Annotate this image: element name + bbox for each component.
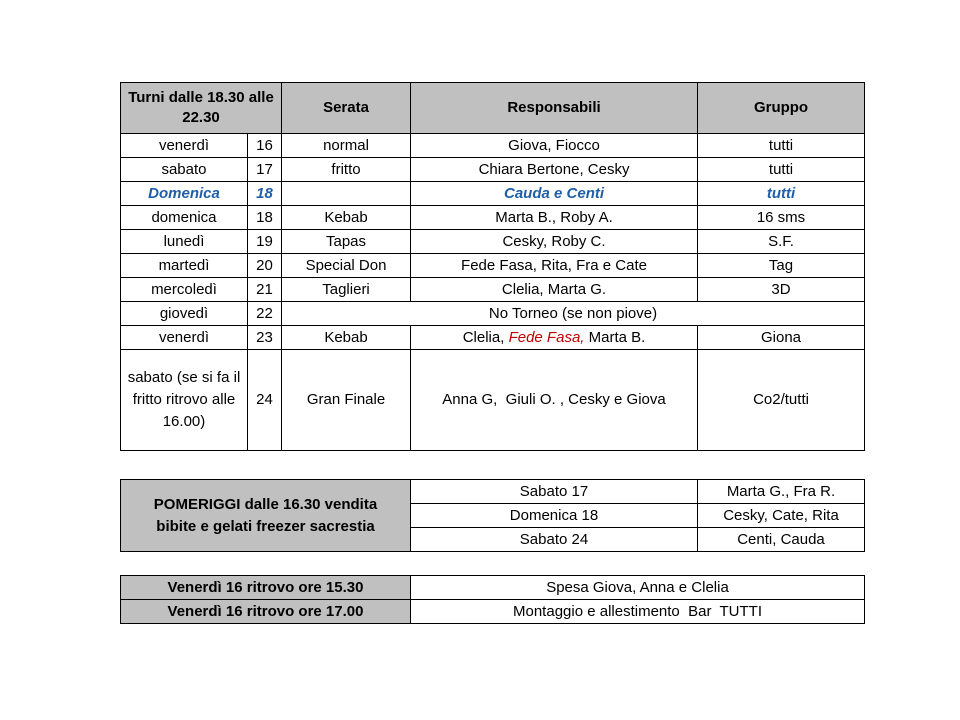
cell-num: 18: [248, 182, 282, 206]
resp-part: Marta B.: [584, 328, 646, 346]
table-row: [121, 206, 865, 230]
cell-responsabili: Cesky, Cate, Rita: [698, 504, 865, 528]
table-row-final: [121, 350, 865, 451]
cell-responsabili: Chiara Bertone, Cesky: [411, 158, 698, 182]
cell-serata: normal: [282, 134, 411, 158]
cell-num: 21: [248, 278, 282, 302]
cell-num: 17: [248, 158, 282, 182]
table-row: [121, 158, 865, 182]
resp-highlight: Fede Fasa,: [508, 328, 585, 346]
cell-responsabili: Giova, Fiocco: [411, 134, 698, 158]
cell-serata: Taglieri: [282, 278, 411, 302]
cell-num: 19: [248, 230, 282, 254]
turni-table: [120, 82, 865, 451]
cell-giorno: sabato (se si fa il fritto ritrovo alle 16.00): [121, 350, 248, 451]
cell-gruppo: S.F.: [698, 230, 865, 254]
cell-num: 16: [248, 134, 282, 158]
table-row: [121, 326, 865, 350]
cell-serata: Special Don: [282, 254, 411, 278]
cell-giorno: martedì: [121, 254, 248, 278]
cell-num: 24: [248, 350, 282, 451]
cell-responsabili: Cesky, Roby C.: [411, 230, 698, 254]
table-row: [121, 600, 865, 624]
cell-giorno: giovedì: [121, 302, 248, 326]
resp-part: Clelia,: [462, 328, 509, 346]
cell-gruppo: Giona: [698, 326, 865, 350]
cell-giorno: sabato: [121, 158, 248, 182]
cell-responsabili: Fede Fasa, Rita, Fra e Cate: [411, 254, 698, 278]
table-row-giovedi: [121, 302, 865, 326]
table-row: [121, 480, 865, 504]
cell-responsabili: Marta G., Fra R.: [698, 480, 865, 504]
cell-gruppo: tutti: [698, 158, 865, 182]
cell-responsabili: Centi, Cauda: [698, 528, 865, 552]
table-row: [121, 134, 865, 158]
cell-gruppo: Tag: [698, 254, 865, 278]
cell-responsabili: [411, 326, 698, 350]
cell-serata: [282, 182, 411, 206]
cell-num: 23: [248, 326, 282, 350]
table-row: [121, 278, 865, 302]
pomeriggi-title: POMERIGGI dalle 16.30 vendita bibite e gelati freezer sacrestia: [121, 480, 411, 552]
cell-serata: Kebab: [282, 326, 411, 350]
cell-giorno: Domenica 18: [411, 504, 698, 528]
cell-giorno: Sabato 17: [411, 480, 698, 504]
header-responsabili: Responsabili: [411, 83, 698, 134]
cell-label: Venerdì 16 ritrovo ore 17.00: [121, 600, 411, 624]
header-serata: Serata: [282, 83, 411, 134]
turni-header-row: [121, 83, 865, 134]
cell-responsabili: Cauda e Centi: [411, 182, 698, 206]
cell-giorno: venerdì: [121, 134, 248, 158]
cell-gruppo: tutti: [698, 182, 865, 206]
header-gruppo: Gruppo: [698, 83, 865, 134]
cell-num: 18: [248, 206, 282, 230]
cell-giorno: Sabato 24: [411, 528, 698, 552]
cell-task: Spesa Giova, Anna e Clelia: [411, 576, 865, 600]
cell-giorno: domenica: [121, 206, 248, 230]
cell-responsabili: Marta B., Roby A.: [411, 206, 698, 230]
cell-giorno: Domenica: [121, 182, 248, 206]
cell-giorno: venerdì: [121, 326, 248, 350]
header-turni: Turni dalle 18.30 alle 22.30: [121, 83, 282, 134]
cell-note: No Torneo (se non piove): [282, 302, 865, 326]
cell-giorno: mercoledì: [121, 278, 248, 302]
cell-gruppo: tutti: [698, 134, 865, 158]
cell-gruppo: 3D: [698, 278, 865, 302]
cell-giorno: lunedì: [121, 230, 248, 254]
cell-responsabili: Anna G, Giuli O. , Cesky e Giova: [411, 350, 698, 451]
cell-responsabili: Clelia, Marta G.: [411, 278, 698, 302]
cell-num: 22: [248, 302, 282, 326]
cell-serata: Tapas: [282, 230, 411, 254]
venerdi-table: [120, 575, 865, 624]
table-row: [121, 576, 865, 600]
cell-num: 20: [248, 254, 282, 278]
cell-gruppo: Co2/tutti: [698, 350, 865, 451]
cell-serata: Kebab: [282, 206, 411, 230]
cell-task: Montaggio e allestimento Bar TUTTI: [411, 600, 865, 624]
pomeriggi-table: [120, 479, 865, 552]
cell-label: Venerdì 16 ritrovo ore 15.30: [121, 576, 411, 600]
cell-gruppo: 16 sms: [698, 206, 865, 230]
table-row: [121, 254, 865, 278]
table-row-highlight: [121, 182, 865, 206]
table-row: [121, 230, 865, 254]
cell-serata: Gran Finale: [282, 350, 411, 451]
cell-serata: fritto: [282, 158, 411, 182]
